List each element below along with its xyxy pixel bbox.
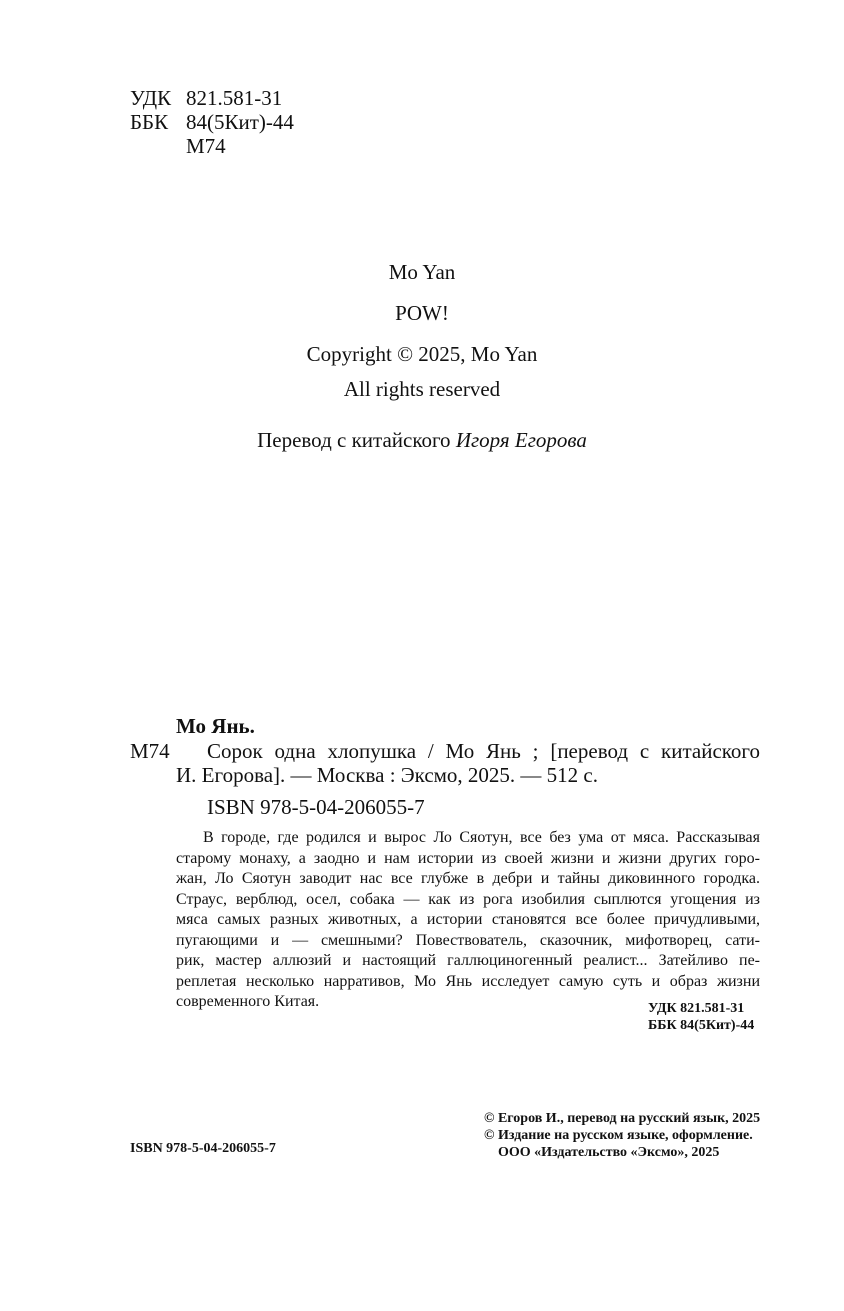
original-author: Mo Yan bbox=[388, 260, 456, 284]
catalog-author-mark: М74 bbox=[130, 739, 170, 763]
copyright-line: Copyright © 2025, Mo Yan bbox=[306, 342, 538, 366]
translator-name: Игоря Егорова bbox=[455, 428, 587, 452]
author-mark-top: М74 bbox=[186, 134, 226, 158]
original-title: POW! bbox=[395, 301, 449, 325]
translation-prefix: Перевод с китайского bbox=[257, 428, 456, 452]
udk-value: 821.581-31 bbox=[186, 86, 283, 110]
annotation-line: рик, мастер аллюзий и настоящий галлюциногенный реалист... Затейливо пе- bbox=[176, 952, 760, 969]
footer-copyright-edition: © Издание на русском языке, оформление. bbox=[484, 1128, 753, 1143]
bbk-line bbox=[130, 110, 294, 134]
footer-publisher: ООО «Издательство «Эксмо», 2025 bbox=[498, 1145, 720, 1160]
rights-line: All rights reserved bbox=[343, 377, 501, 401]
annotation-line: современного Китая. bbox=[176, 993, 320, 1010]
footer-isbn: ISBN 978-5-04-206055-7 bbox=[130, 1141, 276, 1156]
catalog-author-heading: Мо Янь. bbox=[176, 714, 255, 738]
annotation-line: старому монаху, а заодно и нам истории из своей жизни и жизни других горо- bbox=[176, 849, 760, 867]
annotation-line: пугающими и — смешными? Повествователь, сказочник, мифотворец, сати- bbox=[176, 931, 760, 949]
bbk-value: 84(5Кит)-44 bbox=[186, 110, 294, 134]
translation-credit bbox=[0, 428, 844, 452]
annotation-line: В городе, где родился и вырос Ло Сяотун, все без ума от мяса. Рассказывая bbox=[203, 829, 760, 846]
annotation-line: мяса самых разных животных, а истории становятся все более причудливыми, bbox=[176, 911, 760, 928]
udk-line bbox=[130, 86, 282, 110]
catalog-line-1: Сорок одна хлопушка / Мо Янь ; [перевод с китайского bbox=[207, 739, 760, 763]
annotation bbox=[176, 828, 760, 1013]
bottom-bbk: ББК 84(5Кит)-44 bbox=[648, 1018, 755, 1033]
annotation-line: Страус, верблюд, осел, собака — как из рога изобилия сыплются угощения из bbox=[176, 890, 760, 908]
bottom-udk: УДК 821.581-31 bbox=[648, 1001, 745, 1016]
annotation-line: жан, Ло Сяотун заводит нас все глубже в дебри и тайны диковинного городка. bbox=[176, 870, 760, 887]
udk-label: УДК bbox=[130, 86, 172, 110]
footer-copyright-translation: © Егоров И., перевод на русский язык, 2025 bbox=[484, 1111, 761, 1126]
annotation-line: реплетая несколько нарративов, Мо Янь исследует самую суть и образ жизни bbox=[176, 972, 760, 990]
catalog-isbn: ISBN 978-5-04-206055-7 bbox=[207, 795, 425, 819]
bbk-label: ББК bbox=[130, 110, 169, 134]
catalog-line-2: И. Егорова]. — Москва : Эксмо, 2025. — 512 с. bbox=[176, 763, 598, 787]
